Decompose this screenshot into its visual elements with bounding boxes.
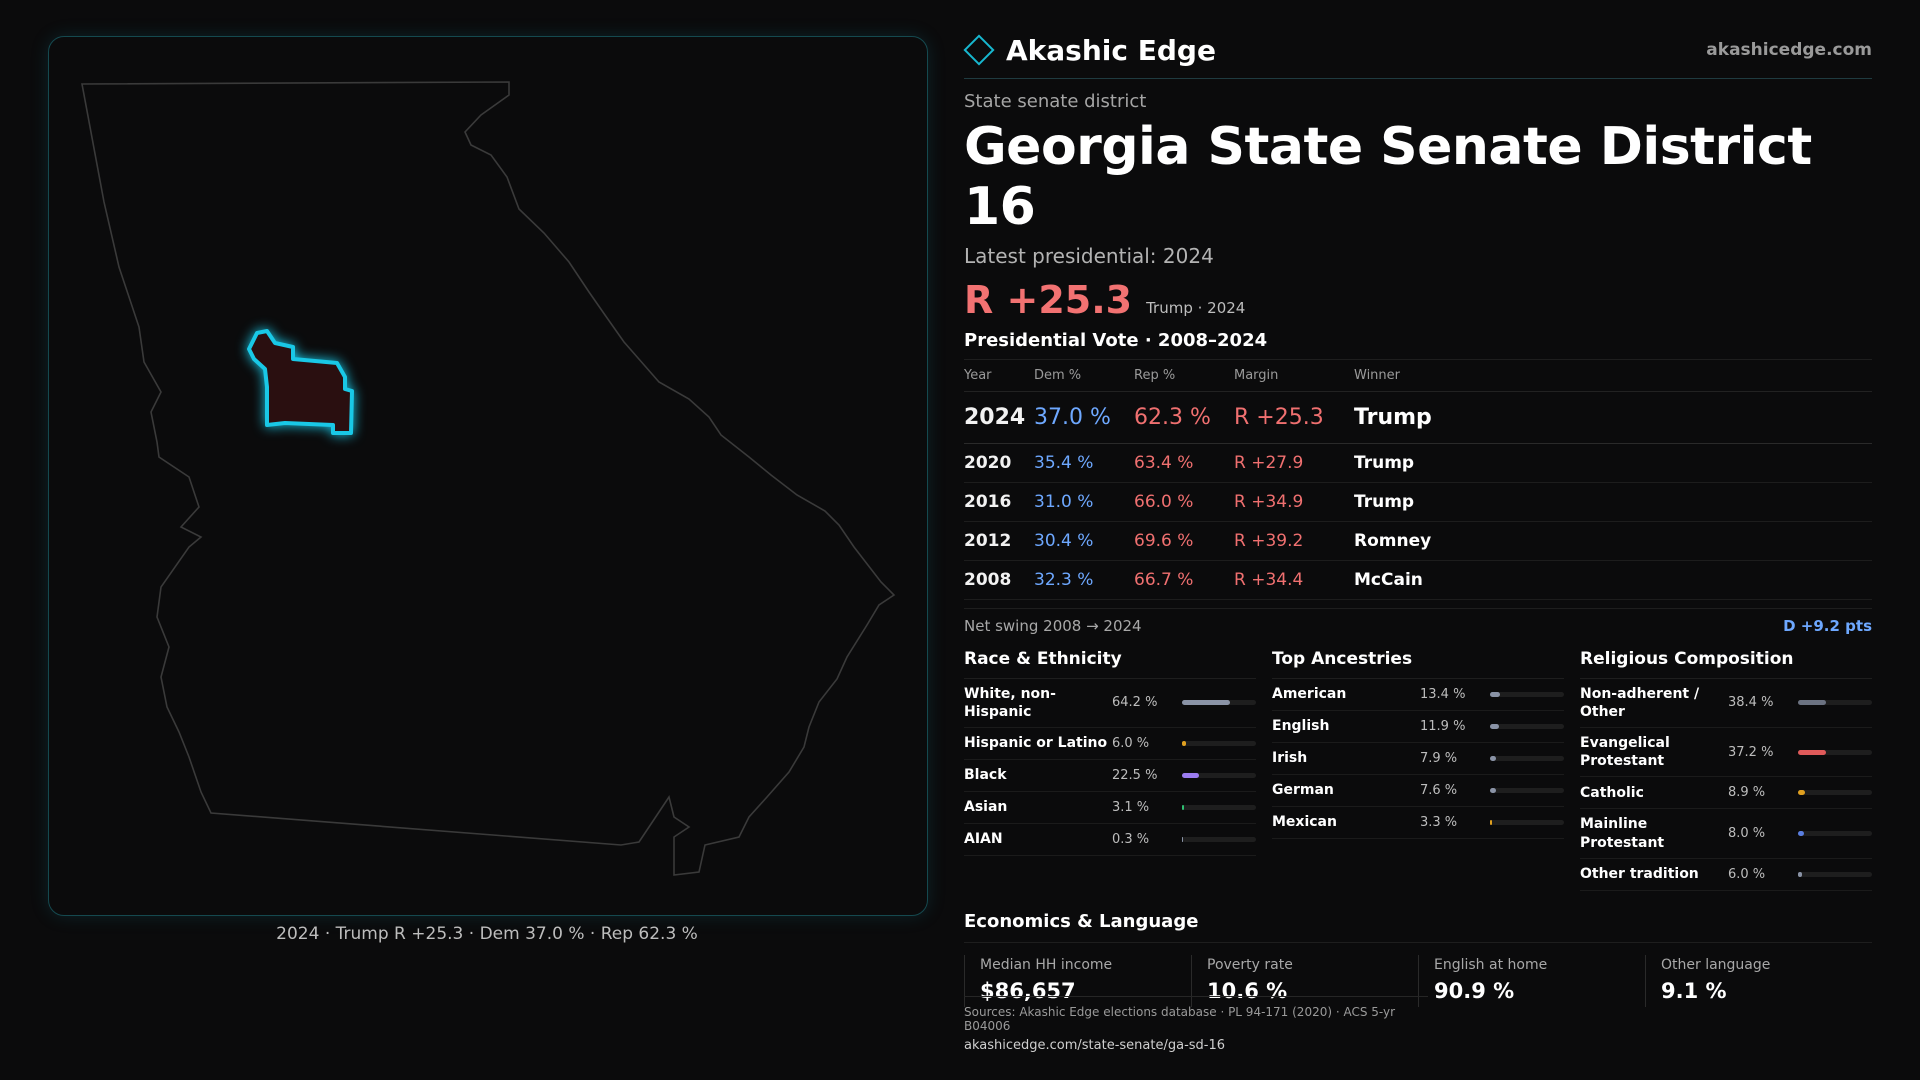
winner-cell: Trump xyxy=(1354,443,1872,482)
stat-row xyxy=(964,679,1256,728)
econ-value: 10.6 % xyxy=(1207,978,1288,1003)
stat-bar-track xyxy=(1798,790,1872,795)
georgia-map-svg xyxy=(49,37,927,915)
year-cell: 2008 xyxy=(964,560,1034,599)
table-row xyxy=(964,521,1872,560)
header-divider xyxy=(964,78,1872,79)
margin-cell: R +39.2 xyxy=(1234,521,1354,560)
stat-bar-track xyxy=(1490,724,1564,729)
stat-row xyxy=(964,792,1256,824)
stat-value: 8.0 % xyxy=(1728,826,1766,842)
brand[interactable] xyxy=(964,34,1216,67)
margin-cell: R +25.3 xyxy=(1234,391,1354,443)
year-cell: 2012 xyxy=(964,521,1034,560)
rep-cell: 66.7 % xyxy=(1134,560,1234,599)
stat-bar-fill xyxy=(1798,872,1802,877)
table-row xyxy=(964,443,1872,482)
district-map[interactable] xyxy=(48,36,928,916)
table-row xyxy=(964,560,1872,599)
stat-value: 7.6 % xyxy=(1420,782,1458,798)
column-header-rep: Rep % xyxy=(1134,359,1234,391)
page-title: Georgia State Senate District 16 xyxy=(964,117,1812,237)
dem-cell: 37.0 % xyxy=(1034,391,1134,443)
econ-card xyxy=(1645,955,1855,1007)
demographics-columns xyxy=(964,649,1872,891)
sources-url[interactable]: akashicedge.com/state-senate/ga-sd-16 xyxy=(964,1038,1226,1053)
ancestry-section xyxy=(1272,649,1564,891)
table-row xyxy=(964,391,1872,443)
stat-bar-track xyxy=(1798,831,1872,836)
stat-value: 11.9 % xyxy=(1420,718,1466,734)
margin-cell: R +34.9 xyxy=(1234,482,1354,521)
headline-margin xyxy=(964,278,1872,322)
year-cell: 2024 xyxy=(964,391,1034,443)
stat-bar-fill xyxy=(1182,773,1199,778)
stat-label: Evangelical Protestant xyxy=(1580,734,1670,770)
brand-url[interactable]: akashicedge.com xyxy=(1706,40,1872,60)
margin-cell: R +27.9 xyxy=(1234,443,1354,482)
stat-row xyxy=(1272,775,1564,807)
winner-cell: Romney xyxy=(1354,521,1872,560)
year-cell: 2020 xyxy=(964,443,1034,482)
econ-label: Median HH income xyxy=(980,956,1113,973)
diamond-logo-icon xyxy=(963,34,994,65)
stat-row xyxy=(964,728,1256,760)
dem-cell: 30.4 % xyxy=(1034,521,1134,560)
stat-value: 7.9 % xyxy=(1420,750,1458,766)
district-16-outline[interactable] xyxy=(249,331,352,433)
stat-row xyxy=(1272,743,1564,775)
econ-label: English at home xyxy=(1434,956,1548,973)
stat-label: Hispanic or Latino xyxy=(964,735,1108,752)
stat-bar-track xyxy=(1182,773,1256,778)
stat-bar-track xyxy=(1798,750,1872,755)
stat-label: Non-adherent / Other xyxy=(1580,685,1700,720)
margin-cell: R +34.4 xyxy=(1234,560,1354,599)
winner-cell: McCain xyxy=(1354,560,1872,599)
religion-title: Religious Composition xyxy=(1580,649,1872,679)
stat-bar-fill xyxy=(1182,805,1184,810)
column-header-dem: Dem % xyxy=(1034,359,1134,391)
stat-bar-fill xyxy=(1490,692,1500,697)
stat-row xyxy=(1272,807,1564,839)
stat-label: American xyxy=(1272,686,1347,702)
religion-list xyxy=(1580,679,1872,891)
margin-note: Trump · 2024 xyxy=(1146,298,1246,317)
stat-bar-track xyxy=(1490,788,1564,793)
presidential-vote-table xyxy=(964,359,1872,600)
stat-bar-fill xyxy=(1490,756,1496,761)
stat-row xyxy=(964,760,1256,792)
stat-label: Mexican xyxy=(1272,814,1337,830)
econ-label: Poverty rate xyxy=(1207,956,1293,973)
stat-value: 13.4 % xyxy=(1420,686,1466,702)
stat-value: 0.3 % xyxy=(1112,831,1150,847)
stat-label: Mainline Protestant xyxy=(1580,816,1665,851)
votes-title: Presidential Vote · 2008–2024 xyxy=(964,329,1268,351)
race-title: Race & Ethnicity xyxy=(964,649,1256,679)
stat-label: Catholic xyxy=(1580,784,1644,801)
ancestry-list xyxy=(1272,679,1564,839)
net-swing-row xyxy=(964,608,1872,635)
stat-label: White, non-Hispanic xyxy=(964,685,1056,720)
stat-bar-track xyxy=(1182,805,1256,810)
stat-value: 38.4 % xyxy=(1728,695,1774,711)
stat-value: 6.0 % xyxy=(1112,735,1150,751)
net-swing-label: Net swing 2008 → 2024 xyxy=(964,616,1142,635)
column-header-winner: Winner xyxy=(1354,359,1872,391)
dem-cell: 35.4 % xyxy=(1034,443,1134,482)
stat-value: 37.2 % xyxy=(1728,744,1774,760)
rep-cell: 63.4 % xyxy=(1134,443,1234,482)
column-header-year: Year xyxy=(964,359,1034,391)
dem-cell: 31.0 % xyxy=(1034,482,1134,521)
stat-value: 22.5 % xyxy=(1112,767,1158,783)
stat-row xyxy=(1272,679,1564,711)
district-panel xyxy=(964,30,1872,1007)
stat-bar-fill xyxy=(1798,790,1805,795)
map-caption: 2024 · Trump R +25.3 · Dem 37.0 % · Rep 62.3 % xyxy=(276,924,698,944)
econ-value: 9.1 % xyxy=(1661,978,1727,1003)
stat-bar-track xyxy=(1182,741,1256,746)
stat-bar-track xyxy=(1490,820,1564,825)
stat-label: Irish xyxy=(1272,750,1308,766)
stat-row xyxy=(1580,728,1872,777)
rep-cell: 69.6 % xyxy=(1134,521,1234,560)
stat-row xyxy=(1580,859,1872,891)
winner-cell: Trump xyxy=(1354,482,1872,521)
sources-footer xyxy=(964,996,1428,1053)
stat-bar-fill xyxy=(1798,831,1804,836)
race-section xyxy=(964,649,1256,891)
stat-value: 6.0 % xyxy=(1728,866,1766,882)
econ-label: Other language xyxy=(1661,956,1771,973)
winner-cell: Trump xyxy=(1354,391,1872,443)
rep-cell: 62.3 % xyxy=(1134,391,1234,443)
georgia-state-outline xyxy=(82,82,894,875)
sources-line: Sources: Akashic Edge elections database · PL 94-171 (2020) · ACS 5-yr B04006 xyxy=(964,1005,1396,1033)
column-header-margin: Margin xyxy=(1234,359,1354,391)
stat-bar-track xyxy=(1798,700,1872,705)
ancestry-title: Top Ancestries xyxy=(1272,649,1564,679)
district-kicker: State senate district xyxy=(964,91,1147,112)
stat-label: English xyxy=(1272,718,1330,734)
stat-value: 3.1 % xyxy=(1112,799,1150,815)
stat-bar-track xyxy=(1490,692,1564,697)
stat-bar-track xyxy=(1490,756,1564,761)
table-header-row xyxy=(964,359,1872,391)
stat-bar-fill xyxy=(1490,788,1496,793)
stat-bar-track xyxy=(1182,837,1256,842)
stat-value: 3.3 % xyxy=(1420,814,1458,830)
dem-cell: 32.3 % xyxy=(1034,560,1134,599)
race-list xyxy=(964,679,1256,856)
religion-section xyxy=(1580,649,1872,891)
net-swing-value: D +9.2 pts xyxy=(1783,616,1872,635)
stat-label: Asian xyxy=(964,799,1008,816)
stat-label: Black xyxy=(964,767,1007,784)
stat-bar-fill xyxy=(1182,700,1230,705)
stat-row xyxy=(964,824,1256,856)
rep-cell: 66.0 % xyxy=(1134,482,1234,521)
stat-label: German xyxy=(1272,782,1334,798)
stat-bar-fill xyxy=(1490,724,1499,729)
econ-value: 90.9 % xyxy=(1434,978,1515,1003)
stat-row xyxy=(1580,777,1872,809)
stat-bar-track xyxy=(1798,872,1872,877)
year-cell: 2016 xyxy=(964,482,1034,521)
table-row xyxy=(964,482,1872,521)
stat-row xyxy=(1272,711,1564,743)
economics-title: Economics & Language xyxy=(964,911,1872,943)
stat-bar-fill xyxy=(1798,750,1826,755)
stat-row xyxy=(1580,679,1872,728)
stat-label: AIAN xyxy=(964,831,1003,848)
stat-bar-fill xyxy=(1182,741,1186,746)
stat-value: 64.2 % xyxy=(1112,695,1158,711)
stat-row xyxy=(1580,809,1872,858)
stat-bar-fill xyxy=(1798,700,1826,705)
brand-name: Akashic Edge xyxy=(1006,33,1216,67)
margin-value: R +25.3 xyxy=(964,277,1133,322)
stat-label: Other tradition xyxy=(1580,866,1699,883)
econ-value: $86,657 xyxy=(980,978,1076,1003)
stat-bar-fill xyxy=(1490,820,1492,825)
stat-bar-track xyxy=(1182,700,1256,705)
stat-value: 8.9 % xyxy=(1728,785,1766,801)
econ-card xyxy=(1418,955,1628,1007)
latest-presidential-label: Latest presidential: 2024 xyxy=(964,243,1214,268)
brand-row xyxy=(964,30,1872,70)
